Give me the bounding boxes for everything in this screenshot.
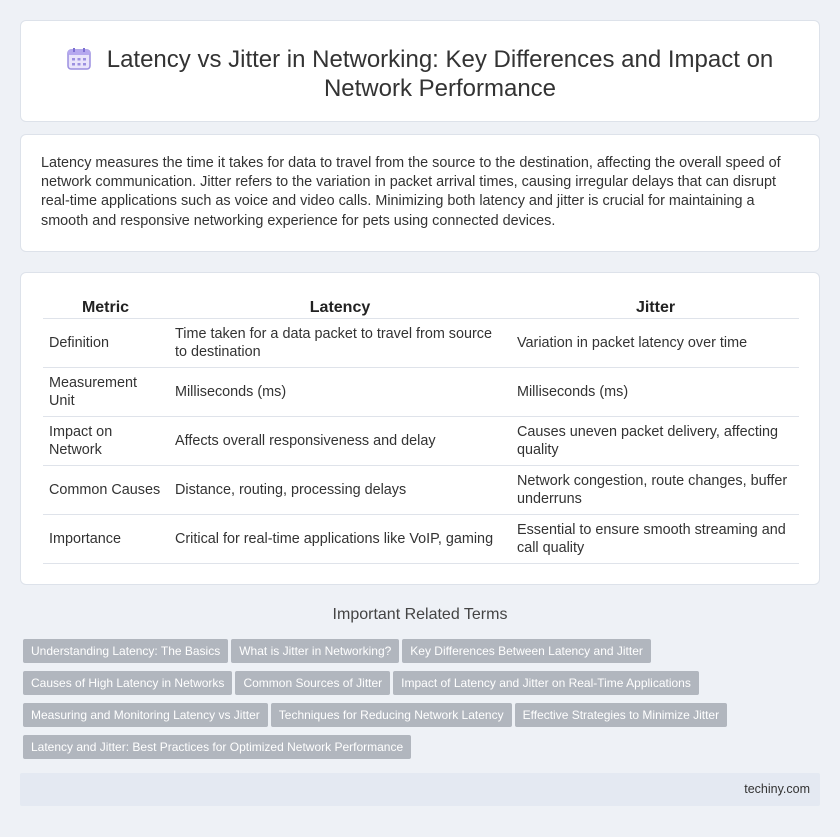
column-header-latency: Latency [168,295,512,319]
metric-cell: Definition [43,319,168,368]
table-row [43,417,799,466]
jitter-cell: Essential to ensure smooth streaming and call quality [512,515,799,564]
tag-row [23,735,823,767]
metric-cell: Impact on Network [43,417,168,466]
latency-cell: Critical for real-time applications like VoIP, gaming [168,515,512,564]
related-term-tag[interactable]: Causes of High Latency in Networks [23,671,232,695]
comparison-table [43,295,799,564]
footer [20,773,820,806]
page-title: Latency vs Jitter in Networking: Key Differences and Impact on Network Performance [106,46,774,102]
tag-row [23,639,823,671]
tag-row [23,671,823,703]
jitter-cell: Milliseconds (ms) [512,368,799,417]
latency-cell: Distance, routing, processing delays [168,466,512,515]
title-card [20,20,820,122]
table-row [43,466,799,515]
metric-cell: Measurement Unit [43,368,168,417]
related-terms-tags [23,639,823,767]
related-terms-heading: Important Related Terms [332,606,508,623]
related-term-tag[interactable]: Latency and Jitter: Best Practices for Optimized Network Performance [23,735,411,759]
table-row [43,515,799,564]
footer-site-name: techiny.com [744,782,810,796]
related-term-tag[interactable]: Understanding Latency: The Basics [23,639,228,663]
column-header-metric: Metric [43,295,168,319]
table-row [43,368,799,417]
related-term-tag[interactable]: Key Differences Between Latency and Jitter [402,639,651,663]
intro-paragraph: Latency measures the time it takes for data to travel from the source to the destination, affecting the overall speed of network communication. Jitter refers to the variation in packet arrival times, causing irregular delays that can disrupt real-time applications such as voice and video calls. Minimizing both latency and jitter is crucial for maintaining a smooth and responsive networking experience for pets using connected devices. [41,155,781,229]
related-term-tag[interactable]: Techniques for Reducing Network Latency [271,703,512,727]
intro-card [20,134,820,252]
tag-row [23,703,823,735]
latency-cell: Milliseconds (ms) [168,368,512,417]
jitter-cell: Causes uneven packet delivery, affecting quality [512,417,799,466]
jitter-cell: Network congestion, route changes, buffer underruns [512,466,799,515]
related-term-tag[interactable]: Impact of Latency and Jitter on Real-Time Applications [393,671,699,695]
column-header-jitter: Jitter [512,295,799,319]
comparison-table-card [20,272,820,585]
related-term-tag[interactable]: Measuring and Monitoring Latency vs Jitter [23,703,268,727]
related-term-tag[interactable]: What is Jitter in Networking? [231,639,399,663]
latency-cell: Time taken for a data packet to travel from source to destination [168,319,512,368]
related-term-tag[interactable]: Effective Strategies to Minimize Jitter [515,703,728,727]
table-row [43,319,799,368]
metric-cell: Importance [43,515,168,564]
latency-cell: Affects overall responsiveness and delay [168,417,512,466]
table-header-row [43,295,799,319]
jitter-cell: Variation in packet latency over time [512,319,799,368]
metric-cell: Common Causes [43,466,168,515]
related-term-tag[interactable]: Common Sources of Jitter [235,671,390,695]
